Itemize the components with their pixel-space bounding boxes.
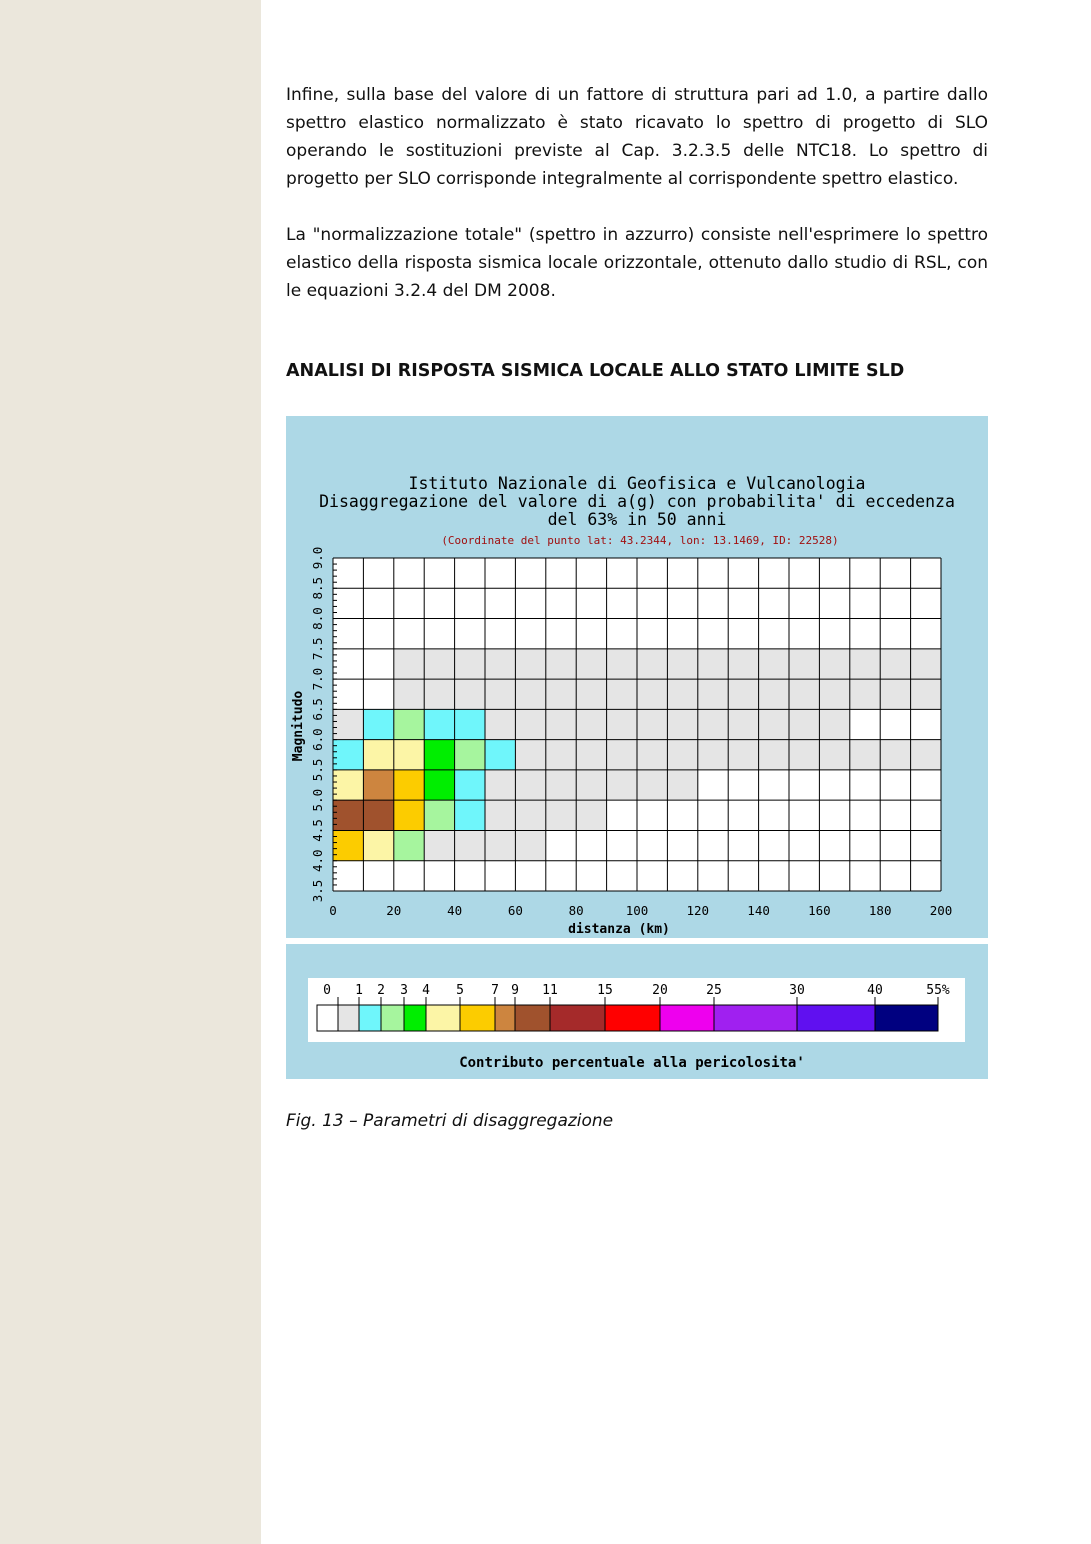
heatmap-cell — [485, 558, 515, 588]
heatmap-cell — [546, 861, 576, 891]
heatmap-cell — [515, 861, 545, 891]
y-tick-label: 3.5 — [310, 879, 325, 903]
legend-swatch — [515, 1005, 550, 1031]
legend-swatch — [460, 1005, 495, 1031]
heatmap-cell — [667, 740, 697, 770]
heatmap-cell — [485, 649, 515, 679]
heatmap-cell — [607, 588, 637, 618]
y-axis-label: Magnitudo — [291, 690, 306, 762]
legend-tick-label: 1 — [355, 983, 363, 998]
heatmap-cell — [576, 558, 606, 588]
heatmap-cell — [363, 558, 393, 588]
x-tick-label: 80 — [568, 903, 584, 918]
legend-swatch — [875, 1005, 938, 1031]
heatmap-cell — [455, 830, 485, 860]
heatmap-cell — [363, 740, 393, 770]
heatmap-cell — [759, 830, 789, 860]
heatmap-cell — [698, 709, 728, 739]
legend-tick-label: 15 — [597, 983, 613, 998]
legend-swatch — [605, 1005, 660, 1031]
y-tick-label: 4.0 — [310, 849, 325, 873]
heatmap-cell — [819, 649, 849, 679]
legend-tick-label: 3 — [400, 983, 408, 998]
heatmap-cell — [637, 800, 667, 830]
heatmap-cell — [363, 800, 393, 830]
heatmap-cell — [576, 619, 606, 649]
chart-title-line-3: del 63% in 50 anni — [547, 510, 727, 529]
heatmap-cell — [637, 588, 667, 618]
heatmap-cell — [911, 861, 941, 891]
heatmap-cell — [546, 709, 576, 739]
heatmap-cell — [424, 861, 454, 891]
heatmap-cell — [880, 558, 910, 588]
heatmap-cell — [515, 740, 545, 770]
x-tick-label: 200 — [929, 903, 953, 918]
heatmap-cell — [333, 861, 363, 891]
y-tick-label: 6.5 — [310, 698, 325, 721]
heatmap-cell — [424, 588, 454, 618]
heatmap-cell — [850, 830, 880, 860]
heatmap-cell — [515, 588, 545, 618]
heatmap-cell — [850, 558, 880, 588]
heatmap-cell — [515, 619, 545, 649]
heatmap-cell — [455, 770, 485, 800]
heatmap-cell — [850, 588, 880, 618]
heatmap-cell — [485, 740, 515, 770]
heatmap-cell — [333, 558, 363, 588]
heatmap-cell — [728, 679, 758, 709]
heatmap-cell — [789, 709, 819, 739]
heatmap-cell — [424, 558, 454, 588]
heatmap-cell — [333, 740, 363, 770]
heatmap-cell — [455, 800, 485, 830]
y-tick-label: 7.0 — [310, 667, 325, 691]
heatmap-cell — [424, 649, 454, 679]
heatmap-cell — [819, 679, 849, 709]
heatmap-cell — [637, 709, 667, 739]
heatmap-cell — [455, 740, 485, 770]
heatmap-cell — [819, 740, 849, 770]
heatmap-cell — [607, 861, 637, 891]
heatmap-cell — [333, 709, 363, 739]
heatmap-cell — [363, 861, 393, 891]
chart-title-line-2: Disaggregazione del valore di a(g) con probabilita' di eccedenza — [319, 492, 955, 511]
heatmap-cell — [880, 649, 910, 679]
heatmap-cell — [698, 619, 728, 649]
heatmap-cell — [333, 830, 363, 860]
legend-swatch — [359, 1005, 381, 1031]
legend-tick-label: 25 — [706, 983, 722, 998]
heatmap-cell — [728, 619, 758, 649]
section-heading: ANALISI DI RISPOSTA SISMICA LOCALE ALLO STATO LIMITE SLD — [286, 361, 905, 381]
heatmap-cell — [698, 800, 728, 830]
heatmap-cell — [546, 830, 576, 860]
legend-tick-label: 9 — [511, 983, 519, 998]
heatmap-cell — [819, 709, 849, 739]
heatmap-cell — [667, 861, 697, 891]
heatmap-cell — [363, 770, 393, 800]
heatmap-cell — [637, 861, 667, 891]
heatmap-cell — [515, 558, 545, 588]
heatmap-cell — [363, 619, 393, 649]
heatmap-cell — [394, 861, 424, 891]
heatmap-cell — [607, 679, 637, 709]
heatmap-cell — [394, 558, 424, 588]
heatmap-cell — [667, 709, 697, 739]
x-tick-label: 40 — [447, 903, 463, 918]
x-tick-label: 20 — [386, 903, 402, 918]
legend-swatch — [338, 1005, 359, 1031]
heatmap-cell — [607, 770, 637, 800]
heatmap-cell — [728, 740, 758, 770]
legend-swatch — [426, 1005, 460, 1031]
heatmap-cell — [850, 770, 880, 800]
heatmap-cell — [667, 619, 697, 649]
heatmap-cell — [363, 830, 393, 860]
heatmap-cell — [546, 800, 576, 830]
heatmap-cell — [546, 649, 576, 679]
heatmap-cell — [394, 740, 424, 770]
heatmap-cell — [637, 619, 667, 649]
heatmap-cell — [607, 740, 637, 770]
legend-swatch — [550, 1005, 605, 1031]
heatmap-cell — [485, 588, 515, 618]
disaggregation-figure — [286, 416, 988, 1079]
heatmap-cell — [880, 830, 910, 860]
heatmap-cell — [728, 800, 758, 830]
heatmap-cell — [455, 558, 485, 588]
heatmap-cell — [394, 770, 424, 800]
heatmap-cell — [455, 861, 485, 891]
heatmap-cell — [698, 770, 728, 800]
heatmap-cell — [333, 588, 363, 618]
heatmap-cell — [637, 649, 667, 679]
heatmap-cell — [424, 709, 454, 739]
x-tick-label: 140 — [747, 903, 770, 918]
heatmap-cell — [485, 861, 515, 891]
heatmap-cell — [880, 740, 910, 770]
legend-swatch — [317, 1005, 338, 1031]
heatmap-cell — [667, 800, 697, 830]
heatmap-cell — [515, 679, 545, 709]
heatmap-cell — [789, 800, 819, 830]
heatmap-cell — [485, 800, 515, 830]
heatmap-cell — [667, 830, 697, 860]
figure-caption: Fig. 13 – Parametri di disaggregazione — [286, 1111, 614, 1131]
heatmap-cell — [637, 770, 667, 800]
heatmap-cell — [698, 861, 728, 891]
heatmap-cell — [698, 649, 728, 679]
heatmap-cell — [546, 588, 576, 618]
heatmap-cell — [789, 558, 819, 588]
heatmap-cell — [880, 861, 910, 891]
heatmap-cell — [363, 649, 393, 679]
heatmap-cell — [850, 861, 880, 891]
y-tick-label: 6.0 — [310, 728, 325, 751]
heatmap-cell — [546, 619, 576, 649]
heatmap-cell — [424, 679, 454, 709]
heatmap-cell — [485, 619, 515, 649]
heatmap-cell — [789, 770, 819, 800]
heatmap-cell — [515, 830, 545, 860]
heatmap-cell — [789, 679, 819, 709]
heatmap-cell — [546, 679, 576, 709]
legend-title: Contributo percentuale alla pericolosita' — [459, 1055, 805, 1071]
heatmap-cell — [759, 770, 789, 800]
y-tick-label: 8.5 — [310, 576, 325, 600]
heatmap-cell — [789, 861, 819, 891]
heatmap-cell — [394, 800, 424, 830]
heatmap-cell — [759, 800, 789, 830]
heatmap-cell — [515, 800, 545, 830]
heatmap-cell — [455, 649, 485, 679]
heatmap-cell — [911, 800, 941, 830]
heatmap-cell — [485, 679, 515, 709]
heatmap-cell — [667, 649, 697, 679]
heatmap-cell — [789, 740, 819, 770]
heatmap-cell — [728, 770, 758, 800]
heatmap-cell — [759, 861, 789, 891]
heatmap-cell — [333, 800, 363, 830]
heatmap-cell — [576, 709, 606, 739]
heatmap-cell — [576, 800, 606, 830]
heatmap-cell — [911, 619, 941, 649]
heatmap-cell — [880, 588, 910, 618]
heatmap-cell — [667, 770, 697, 800]
heatmap-cell — [850, 740, 880, 770]
heatmap-cell — [698, 588, 728, 618]
heatmap-cell — [911, 649, 941, 679]
heatmap-cell — [728, 709, 758, 739]
legend-swatch — [660, 1005, 714, 1031]
paragraph-spectrum: Infine, sulla base del valore di un fattore di struttura pari ad 1.0, a partire dallo spettro elastico normalizzato è stato ricavato lo spettro di progetto di SLO operando le sostituzioni previste al Cap. 3.2.3.5 delle NTC18. Lo spettro di progetto per SLO corrisponde integralmente al corrispondente spettro elastico. — [286, 85, 988, 189]
y-tick-label: 8.0 — [310, 607, 325, 630]
heatmap-cell — [424, 619, 454, 649]
heatmap-cell — [911, 830, 941, 860]
y-tick-label: 5.0 — [310, 788, 325, 812]
heatmap-cell — [759, 679, 789, 709]
heatmap-cell — [667, 679, 697, 709]
legend-tick-label: 4 — [422, 983, 430, 998]
x-tick-label: 160 — [808, 903, 831, 918]
heatmap-cell — [637, 740, 667, 770]
x-tick-label: 60 — [507, 903, 523, 918]
heatmap-cell — [911, 679, 941, 709]
legend-tick-label: 5 — [456, 983, 464, 998]
heatmap-cell — [637, 558, 667, 588]
legend-swatch — [404, 1005, 426, 1031]
heatmap-cell — [789, 588, 819, 618]
heatmap-cell — [819, 800, 849, 830]
heatmap-cell — [394, 679, 424, 709]
heatmap-cell — [850, 709, 880, 739]
heatmap-cell — [485, 770, 515, 800]
heatmap-cell — [546, 770, 576, 800]
heatmap-cell — [455, 679, 485, 709]
heatmap-cell — [333, 770, 363, 800]
heatmap-cell — [576, 588, 606, 618]
heatmap-grid — [333, 558, 941, 891]
x-tick-label: 100 — [625, 903, 649, 918]
y-tick-label: 9.0 — [310, 546, 325, 570]
heatmap-cell — [911, 770, 941, 800]
heatmap-cell — [394, 619, 424, 649]
paragraph-normalization: La "normalizzazione totale" (spettro in azzurro) consiste nell'esprimere lo spettro elastico della risposta sismica locale orizzontale, ottenuto dallo studio di RSL, con le equazioni 3.2.4 del DM 2008. — [286, 225, 988, 301]
legend-tick-label: 20 — [652, 983, 668, 998]
heatmap-cell — [911, 588, 941, 618]
heatmap-cell — [819, 558, 849, 588]
heatmap-cell — [394, 588, 424, 618]
heatmap-cell — [607, 800, 637, 830]
heatmap-cell — [515, 770, 545, 800]
heatmap-cell — [607, 558, 637, 588]
heatmap-cell — [850, 679, 880, 709]
heatmap-cell — [455, 588, 485, 618]
legend-tick-label: 0 — [323, 983, 331, 998]
heatmap-cell — [333, 679, 363, 709]
heatmap-cell — [850, 619, 880, 649]
heatmap-cell — [880, 679, 910, 709]
heatmap-cell — [333, 649, 363, 679]
x-tick-label: 0 — [329, 903, 337, 918]
heatmap-cell — [880, 800, 910, 830]
heatmap-cell — [698, 740, 728, 770]
chart-subtitle: (Coordinate del punto lat: 43.2344, lon: 13.1469, ID: 22528) — [441, 534, 839, 547]
heatmap-cell — [698, 558, 728, 588]
heatmap-cell — [728, 558, 758, 588]
legend-tick-label: 30 — [789, 983, 805, 998]
heatmap-cell — [576, 830, 606, 860]
heatmap-cell — [485, 709, 515, 739]
legend-swatch — [797, 1005, 875, 1031]
y-tick-label: 7.5 — [310, 637, 325, 661]
heatmap-cell — [515, 709, 545, 739]
heatmap-cell — [819, 861, 849, 891]
heatmap-cell — [424, 830, 454, 860]
heatmap-cell — [759, 619, 789, 649]
heatmap-cell — [759, 558, 789, 588]
heatmap-cell — [515, 649, 545, 679]
legend-tick-label: 11 — [542, 983, 558, 998]
heatmap-cell — [363, 679, 393, 709]
heatmap-cell — [576, 770, 606, 800]
heatmap-cell — [759, 588, 789, 618]
heatmap-cell — [789, 619, 819, 649]
heatmap-cell — [759, 649, 789, 679]
heatmap-cell — [819, 588, 849, 618]
heatmap-cell — [698, 679, 728, 709]
x-axis-label: distanza (km) — [568, 922, 670, 937]
heatmap-cell — [637, 830, 667, 860]
heatmap-cell — [546, 740, 576, 770]
heatmap-cell — [728, 830, 758, 860]
heatmap-cell — [607, 619, 637, 649]
heatmap-cell — [789, 649, 819, 679]
y-tick-label: 4.5 — [310, 819, 325, 842]
page-sidebar — [0, 0, 261, 1544]
heatmap-cell — [880, 619, 910, 649]
heatmap-cell — [759, 709, 789, 739]
heatmap-cell — [880, 770, 910, 800]
heatmap-cell — [728, 649, 758, 679]
heatmap-cell — [333, 619, 363, 649]
y-tick-label: 5.5 — [310, 758, 325, 782]
heatmap-cell — [728, 588, 758, 618]
heatmap-cell — [424, 800, 454, 830]
heatmap-cell — [363, 709, 393, 739]
heatmap-cell — [576, 740, 606, 770]
heatmap-cell — [394, 649, 424, 679]
legend-swatch — [714, 1005, 797, 1031]
heatmap-cell — [424, 740, 454, 770]
heatmap-cell — [911, 558, 941, 588]
heatmap-cell — [789, 830, 819, 860]
heatmap-cell — [485, 830, 515, 860]
heatmap-cell — [607, 830, 637, 860]
heatmap-cell — [576, 861, 606, 891]
heatmap-cell — [576, 679, 606, 709]
heatmap-cell — [455, 709, 485, 739]
heatmap-cell — [759, 740, 789, 770]
heatmap-cell — [607, 709, 637, 739]
legend-swatch — [495, 1005, 515, 1031]
heatmap-cell — [667, 588, 697, 618]
heatmap-cell — [911, 709, 941, 739]
heatmap-cell — [576, 649, 606, 679]
heatmap-cell — [880, 709, 910, 739]
heatmap-cell — [911, 740, 941, 770]
heatmap-cell — [728, 861, 758, 891]
heatmap-cell — [819, 830, 849, 860]
heatmap-cell — [394, 830, 424, 860]
legend-tick-label: 40 — [867, 983, 883, 998]
heatmap-cell — [546, 558, 576, 588]
x-tick-label: 180 — [868, 903, 892, 918]
heatmap-cell — [819, 619, 849, 649]
heatmap-cell — [363, 588, 393, 618]
legend-tick-label: 2 — [377, 983, 385, 998]
heatmap-cell — [850, 800, 880, 830]
legend-tick-label: 55% — [926, 983, 950, 998]
heatmap-cell — [850, 649, 880, 679]
heatmap-cell — [455, 619, 485, 649]
heatmap-cell — [607, 649, 637, 679]
legend-tick-label: 7 — [491, 983, 499, 998]
chart-title-line-1: Istituto Nazionale di Geofisica e Vulcanologia — [408, 474, 866, 493]
x-tick-label: 120 — [686, 903, 710, 918]
heatmap-cell — [819, 770, 849, 800]
heatmap-cell — [637, 679, 667, 709]
heatmap-cell — [394, 709, 424, 739]
heatmap-cell — [698, 830, 728, 860]
heatmap-cell — [667, 558, 697, 588]
legend-swatch — [381, 1005, 404, 1031]
heatmap-cell — [424, 770, 454, 800]
